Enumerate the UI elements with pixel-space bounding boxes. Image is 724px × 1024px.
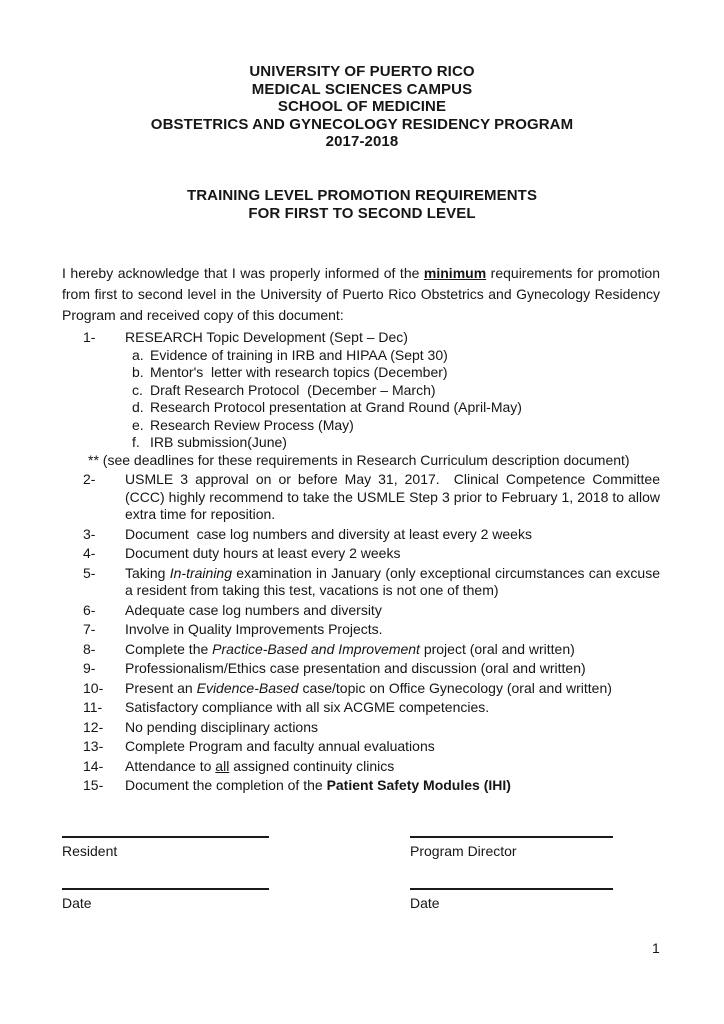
- text-segment: case/topic on Office Gynecology (oral and written): [298, 679, 612, 696]
- requirement-sub-item: [62, 364, 660, 382]
- requirement-number: 6-: [83, 601, 96, 618]
- requirement-item: [62, 329, 660, 469]
- sub-item-text: Draft Research Protocol (December – March): [150, 381, 436, 398]
- requirement-row: [62, 680, 660, 698]
- requirement-item: [62, 545, 660, 563]
- requirement-item: [62, 680, 660, 698]
- requirements-list: [62, 329, 664, 797]
- requirement-item: [62, 777, 660, 795]
- text-segment: Involve in Quality Improvements Projects.: [125, 621, 383, 637]
- text-segment: Practice-Based and Improvement: [212, 640, 420, 657]
- requirement-item: [62, 719, 660, 737]
- requirement-sub-item: [62, 347, 660, 365]
- requirement-item: [62, 526, 660, 544]
- requirement-text: [125, 660, 660, 678]
- text-segment: requirements for promotion from first to second level in the University of Puerto Rico Obstetrics and Gynecology Residency Program and received copy of this document:: [62, 265, 664, 323]
- sub-item-letter: e.: [132, 416, 144, 433]
- text-segment: Adequate case log numbers and diversity: [125, 601, 382, 618]
- requirement-row: [62, 758, 660, 776]
- text-segment: I hereby acknowledge that I was properly informed of the: [62, 265, 424, 281]
- requirement-text: [125, 719, 660, 737]
- text-segment: Evidence-Based: [196, 679, 299, 696]
- requirement-number: 14-: [83, 757, 104, 774]
- requirement-sub-item: [62, 399, 660, 417]
- title-line-1: TRAINING LEVEL PROMOTION REQUIREMENTS: [186, 187, 538, 204]
- program-director-date-label: Date: [410, 895, 440, 911]
- document-header: [0, 63, 724, 151]
- signature-block: [62, 836, 613, 912]
- requirement-text: [125, 329, 660, 347]
- requirement-item: [62, 641, 660, 659]
- requirement-row: [62, 526, 660, 544]
- requirement-item: [62, 602, 660, 620]
- requirement-text: [125, 758, 660, 776]
- requirement-text: [125, 526, 660, 544]
- requirement-row: [62, 738, 660, 756]
- text-segment: Document the completion of the: [125, 777, 327, 793]
- text-segment: examination in January (only exceptional circumstances can excuse a resident from taking this test, vacations is not one of them): [125, 564, 664, 598]
- sub-item-text: Mentor's letter with research topics (December): [150, 364, 448, 380]
- requirement-row: [62, 641, 660, 659]
- page-number: 1: [652, 940, 660, 956]
- text-segment: Document duty hours at least every 2 weeks: [125, 545, 401, 561]
- header-line-school: SCHOOL OF MEDICINE: [277, 98, 447, 115]
- resident-signature-label: Resident: [62, 843, 118, 859]
- signature-column-resident: [62, 836, 269, 912]
- requirement-number: 1-: [83, 329, 96, 345]
- text-segment: all: [215, 757, 230, 774]
- text-segment: USMLE 3 approval on or before May 31, 2017. Clinical Competence Committee (CCC) highly recommend to take the USMLE Step 3 prior to February 1, 2018 to allow extra time for reposition.: [125, 471, 664, 522]
- text-segment: Attendance to: [125, 757, 216, 774]
- requirement-row: [62, 719, 660, 737]
- signature-column-program-director: [410, 836, 613, 912]
- text-segment: assigned continuity clinics: [229, 757, 395, 774]
- requirement-number: 7-: [83, 621, 96, 637]
- requirement-row: [62, 545, 660, 563]
- document-title: [0, 187, 724, 222]
- text-segment: Complete Program and faculty annual evaluations: [125, 738, 435, 754]
- sub-item-text: Research Review Process (May): [150, 416, 354, 433]
- sub-item-letter: d.: [132, 399, 144, 415]
- requirement-text: [125, 738, 660, 756]
- text-segment: minimum: [423, 265, 487, 281]
- title-line-2: FOR FIRST TO SECOND LEVEL: [248, 204, 476, 222]
- text-segment: Present an: [125, 679, 197, 696]
- requirement-text: [125, 621, 660, 639]
- requirement-sub-item: [62, 434, 660, 452]
- sub-item-letter: b.: [132, 364, 144, 380]
- requirement-number: 9-: [83, 660, 96, 676]
- sub-item-text: Evidence of training in IRB and HIPAA (Sept 30): [150, 346, 448, 363]
- requirement-row: [62, 777, 660, 795]
- requirement-number: 5-: [83, 564, 96, 581]
- requirement-text: [125, 699, 660, 717]
- requirement-text: [125, 777, 660, 795]
- requirement-number: 2-: [83, 471, 96, 487]
- requirement-number: 13-: [83, 738, 104, 754]
- requirement-item: [62, 564, 664, 600]
- requirement-number: 12-: [83, 718, 104, 735]
- text-segment: In-training: [169, 564, 233, 581]
- requirement-number: 10-: [83, 679, 104, 696]
- text-segment: Complete the: [125, 640, 213, 657]
- header-line-campus: MEDICAL SCIENCES CAMPUS: [251, 80, 473, 98]
- requirement-sub-item: [62, 382, 660, 400]
- sub-item-letter: f.: [132, 434, 140, 450]
- resident-date-label: Date: [62, 895, 92, 911]
- program-director-signature-label: Program Director: [410, 843, 517, 859]
- text-segment: Taking: [125, 564, 170, 581]
- sub-item-text: IRB submission(June): [150, 434, 287, 450]
- requirement-row: [62, 699, 660, 717]
- header-line-years: 2017-2018: [325, 133, 399, 150]
- header-line-program: OBSTETRICS AND GYNECOLOGY RESIDENCY PROGRAM: [150, 115, 574, 133]
- requirement-row: [62, 621, 660, 639]
- requirement-text: [125, 564, 664, 600]
- text-segment: Satisfactory compliance with all six ACGME competencies.: [125, 699, 490, 715]
- requirement-row: [62, 602, 660, 620]
- requirement-text: [125, 680, 660, 698]
- requirement-number: 8-: [83, 640, 96, 657]
- requirement-row: [62, 471, 664, 524]
- requirement-item: [62, 738, 660, 756]
- header-line-university: UNIVERSITY OF PUERTO RICO: [249, 63, 475, 80]
- text-segment: RESEARCH Topic Development (Sept – Dec): [125, 329, 408, 345]
- requirement-item: [62, 471, 664, 524]
- requirement-text: [125, 471, 664, 524]
- requirement-item: [62, 621, 660, 639]
- text-segment: project (oral and written): [419, 640, 575, 657]
- sub-item-letter: a.: [132, 346, 144, 363]
- requirement-number: 15-: [83, 777, 104, 793]
- requirement-number: 11-: [83, 699, 103, 715]
- intro-paragraph: [62, 263, 664, 326]
- sub-item-letter: c.: [132, 381, 143, 398]
- text-segment: Document case log numbers and diversity at least every 2 weeks: [125, 525, 532, 542]
- requirement-footnote: ** (see deadlines for these requirements in Research Curriculum description document): [88, 451, 630, 468]
- sub-item-text: Research Protocol presentation at Grand Round (April-May): [150, 399, 522, 415]
- requirement-text: [125, 602, 660, 620]
- requirement-text: [125, 545, 660, 563]
- requirement-row: [62, 660, 660, 678]
- requirement-number: 3-: [83, 525, 96, 542]
- requirement-text: [125, 641, 660, 659]
- requirement-sub-item: [62, 417, 660, 435]
- text-segment: No pending disciplinary actions: [125, 718, 318, 735]
- text-segment: Patient Safety Modules (IHI): [326, 777, 511, 793]
- requirement-row: [62, 564, 664, 600]
- requirement-item: [62, 660, 660, 678]
- text-segment: Professionalism/Ethics case presentation and discussion (oral and written): [125, 660, 586, 676]
- requirement-item: [62, 699, 660, 717]
- requirement-row: [62, 329, 660, 347]
- requirement-number: 4-: [83, 545, 96, 561]
- requirement-item: [62, 758, 660, 776]
